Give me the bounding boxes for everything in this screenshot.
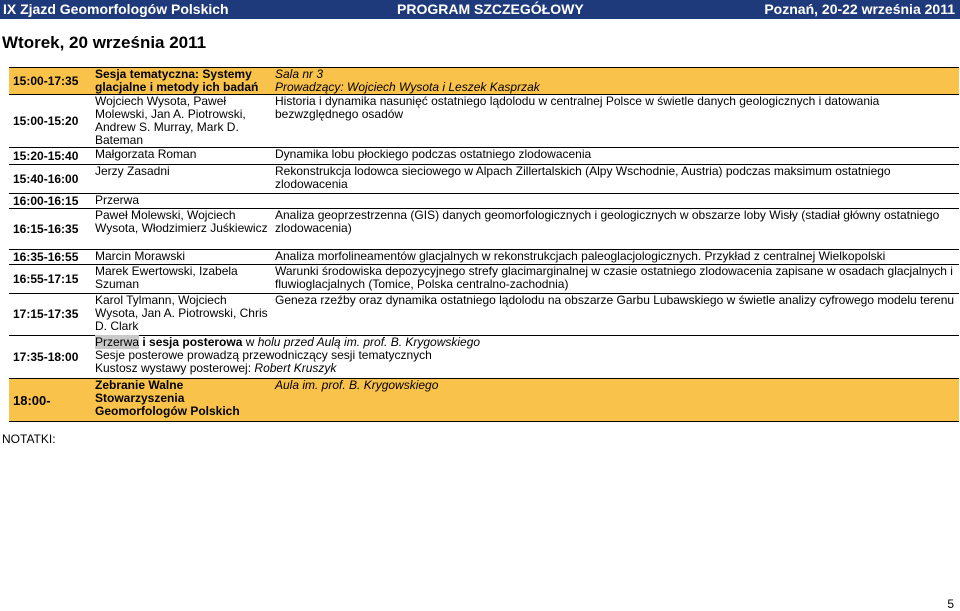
table-row <box>9 250 959 265</box>
session-info <box>272 68 959 95</box>
talk-time: 15:20-15:40 <box>9 148 92 165</box>
break-time: 16:00-16:15 <box>9 194 92 209</box>
talk-title: Analiza morfolineamentów glacjalnych w rekonstrukcjach paleoglacjologicznych. Przykład z centralnej Wielkopolski <box>272 250 959 265</box>
talk-title: Geneza rzeźby oraz dynamika ostatniego lądolodu na obszarze Garbu Lubawskiego w świetle analizy cyfrowego modelu terenu <box>272 294 959 336</box>
poster-line-3: Kustosz wystawy posterowej: Robert Kruszyk <box>95 361 337 375</box>
talk-authors: Wojciech Wysota, Paweł Molewski, Jan A. Piotrowski, Andrew S. Murray, Mark D. Bateman <box>92 95 272 148</box>
table-row <box>9 165 959 194</box>
meeting-place: Aula im. prof. B. Krygowskiego <box>272 379 959 422</box>
poster-session-label: i sesja posterowa <box>139 335 243 349</box>
talk-time: 16:55-17:15 <box>9 265 92 294</box>
poster-time: 17:35-18:00 <box>9 336 92 379</box>
header-bar <box>0 0 960 19</box>
table-row <box>9 194 959 209</box>
talk-time: 16:35-16:55 <box>9 250 92 265</box>
notes-label: NOTATKI: <box>2 432 56 446</box>
talk-title: Warunki środowiska depozycyjnego strefy glacimarginalnej w czasie ostatniego zlodowacenia zapisane w osadach glacjalnych i fluwioglacjalnych (Tomice, Polska centralno-zachodnia) <box>272 265 959 294</box>
session-row <box>9 68 959 95</box>
table-row <box>9 95 959 148</box>
talk-time: 17:15-17:35 <box>9 294 92 336</box>
poster-row <box>9 336 959 379</box>
talk-title: Dynamika lobu płockiego podczas ostatniego zlodowacenia <box>272 148 959 165</box>
session-title: Sesja tematyczna: Systemy glacjalne i metody ich badań <box>92 68 272 95</box>
talk-authors: Karol Tylmann, Wojciech Wysota, Jan A. Piotrowski, Chris D. Clark <box>92 294 272 336</box>
poster-info <box>92 336 959 379</box>
talk-title: Analiza geoprzestrzenna (GIS) danych geomorfologicznych i geologicznych w obszarze loby Wisły (stadiał główny ostatniego zlodowacenia) <box>272 209 959 250</box>
break-label: Przerwa <box>92 194 272 209</box>
talk-title: Historia i dynamika nasunięć ostatniego lądolodu w centralnej Polsce w świetle danych geologicznych i datowania bezwzględnego osadów <box>272 95 959 148</box>
meeting-row <box>9 379 959 422</box>
talk-authors: Paweł Molewski, Wojciech Wysota, Włodzimierz Juśkiewicz <box>92 209 272 250</box>
poster-place: holu przed Aulą im. prof. B. Krygowskiego <box>257 335 481 349</box>
poster-line-1: Przerwa i sesja posterowa w holu przed Aulą im. prof. B. Krygowskiego <box>95 335 481 349</box>
schedule-table <box>9 67 959 422</box>
day-title: Wtorek, 20 września 2011 <box>2 33 207 52</box>
talk-time: 15:00-15:20 <box>9 95 92 148</box>
break-label: Przerwa <box>95 335 140 349</box>
session-chairs: Prowadzący: Wojciech Wysota i Leszek Kasprzak <box>275 80 540 94</box>
talk-title: Rekonstrukcja lodowca sieciowego w Alpach Zillertalskich (Alpy Wschodnie, Austria) podczas maksimum ostatniego zlodowacenia <box>272 165 959 194</box>
talk-authors: Marek Ewertowski, Izabela Szuman <box>92 265 272 294</box>
table-row <box>9 209 959 250</box>
poster-line-2: Sesje posterowe prowadzą przewodniczący sesji tematycznych <box>95 348 432 362</box>
table-row <box>9 265 959 294</box>
poster-curator: Robert Kruszyk <box>254 361 337 375</box>
table-row <box>9 294 959 336</box>
talk-authors: Jerzy Zasadni <box>92 165 272 194</box>
page-number: 5 <box>947 597 954 611</box>
program-label: PROGRAM SZCZEGÓŁOWY <box>397 1 584 17</box>
session-time: 15:00-17:35 <box>9 68 92 95</box>
meeting-time: 18:00- <box>9 379 92 422</box>
talk-time: 15:40-16:00 <box>9 165 92 194</box>
session-room: Sala nr 3 <box>275 67 324 81</box>
talk-authors: Marcin Morawski <box>92 250 272 265</box>
meeting-title: Zebranie Walne Stowarzyszenia Geomorfologów Polskich <box>92 379 272 422</box>
talk-authors: Małgorzata Roman <box>92 148 272 165</box>
conference-date: Poznań, 20-22 września 2011 <box>764 1 955 17</box>
conference-name: IX Zjazd Geomorfologów Polskich <box>3 1 229 17</box>
table-row <box>9 148 959 165</box>
talk-time: 16:15-16:35 <box>9 209 92 250</box>
